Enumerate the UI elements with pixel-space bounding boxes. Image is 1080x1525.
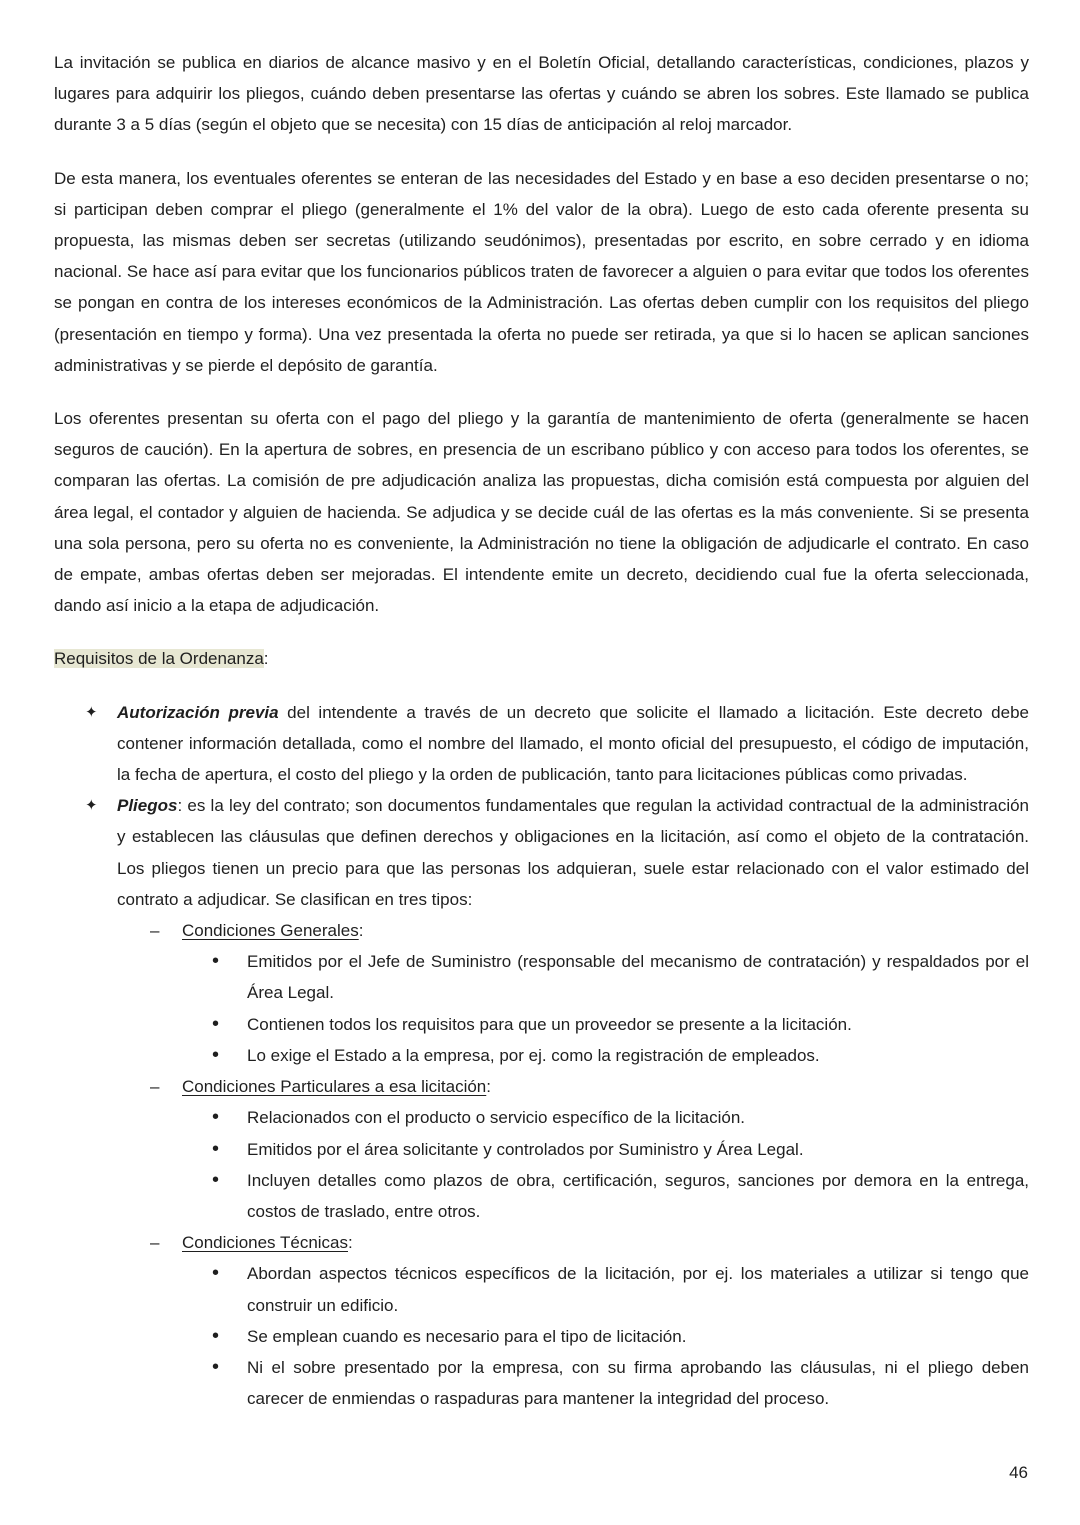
list-item	[54, 1009, 1029, 1040]
point-text: Se emplean cuando es necesario para el tipo de licitación.	[247, 1326, 687, 1346]
point-text: Relacionados con el producto o servicio específico de la licitación.	[247, 1108, 745, 1128]
list-item	[54, 1040, 1029, 1071]
point-text: Contienen todos los requisitos para que un proveedor se presente a la licitación.	[247, 1014, 852, 1034]
requirements-list	[54, 697, 1029, 1415]
dot-bullet-icon: •	[212, 1168, 220, 1191]
subsection-particulares	[54, 1071, 1029, 1102]
dot-bullet-icon: •	[212, 1324, 220, 1347]
subsection-generales	[54, 915, 1029, 946]
point-text: Ni el sobre presentado por la empresa, con su firma aprobando las cláusulas, ni el pliego deben carecer de enmiendas o raspaduras para mantener la integridad del proceso.	[247, 1357, 1029, 1409]
subsection-title-particulares: Condiciones Particulares a esa licitación	[182, 1077, 487, 1097]
list-item-pliegos	[54, 790, 1029, 915]
subsection-tecnicas	[54, 1227, 1029, 1258]
section-heading	[54, 643, 1029, 674]
dot-bullet-icon: •	[212, 1137, 220, 1160]
list-item	[54, 1352, 1029, 1414]
dash-bullet-icon: –	[150, 1233, 160, 1253]
point-text: Abordan aspectos técnicos específicos de la licitación, por ej. los materiales a utilizar si tengo que construir un edificio.	[247, 1264, 1029, 1315]
dot-bullet-icon: •	[212, 1262, 220, 1285]
list-item	[54, 1165, 1029, 1227]
point-text: Emitidos por el Jefe de Suministro (responsable del mecanismo de contratación) y respaldados por el Área Legal.	[247, 952, 1029, 1003]
section-heading-text: Requisitos de la Ordenanza	[54, 649, 264, 669]
dot-bullet-icon: •	[212, 1043, 220, 1066]
list-item	[54, 1134, 1029, 1165]
list-item	[54, 1258, 1029, 1320]
list-item	[54, 1102, 1029, 1133]
colon: :	[486, 1077, 491, 1097]
paragraph-invitation: La invitación se publica en diarios de alcance masivo y en el Boletín Oficial, detallando características, condiciones, plazos y lugares para adquirir los pliegos, cuándo deben presentarse las ofertas y cuándo se abren los sobres. Este llamado se publica durante 3 a 5 días (según el objeto que se necesita) con 15 días de anticipación al reloj marcador.	[54, 53, 1029, 135]
dot-bullet-icon: •	[212, 950, 220, 973]
document-page	[54, 47, 1029, 1414]
star-bullet-icon: ✦	[85, 797, 98, 815]
page-number: 46	[1009, 1463, 1028, 1482]
paragraph-apertura: Los oferentes presentan su oferta con el pago del pliego y la garantía de mantenimiento de oferta (generalmente se hacen seguros de caución). En la apertura de sobres, en presencia de un escribano público y con acceso para todos los oferentes, se comparan las ofertas. La comisión de pre adjudicación analiza las propuestas, dicha comisión está compuesta por alguien del área legal, el contador y alguien de hacienda. Se adjudica y se decide cuál de las ofertas es la más conveniente. Si se presenta una sola persona, pero su oferta no es conveniente, la Administración no tiene la obligación de adjudicarle el contrato. En caso de empate, ambas ofertas deben ser mejoradas. El intendente emite un decreto, decidiendo cual fue la oferta seleccionada, dando así inicio a la etapa de adjudicación.	[54, 409, 1029, 616]
point-text: Incluyen detalles como plazos de obra, certificación, seguros, sanciones por demora en la entrega, costos de traslado, entre otros.	[247, 1170, 1029, 1221]
paragraph-oferentes: De esta manera, los eventuales oferentes se enteran de las necesidades del Estado y en base a eso deciden presentarse o no; si participan deben comprar el pliego (generalmente el 1% del valor de la obra). Luego de esto cada oferente presenta su propuesta, las mismas deben ser secretas (utilizando seudónimos), presentadas por escrito, en sobre cerrado y en idioma nacional. Se hace así para evitar que los funcionarios públicos traten de favorecer a alguien o para evitar que todos los oferentes se pongan en contra de los intereses económicos de la Administración. Las ofertas deben cumplir con los requisitos del pliego (presentación en tiempo y forma). Una vez presentada la oferta no puede ser retirada, ya que si lo hacen se aplican sanciones administrativas y se pierde el depósito de garantía.	[54, 168, 1029, 375]
term-autorizacion: Autorización previa	[117, 702, 279, 722]
colon: :	[358, 921, 364, 941]
subsection-title-generales: Condiciones Generales	[182, 921, 359, 941]
list-item-autorizacion	[54, 697, 1029, 791]
list-item	[54, 1321, 1029, 1352]
star-bullet-icon: ✦	[85, 703, 98, 721]
dot-bullet-icon: •	[212, 1355, 220, 1378]
dash-bullet-icon: –	[150, 1077, 160, 1097]
point-text: Emitidos por el área solicitante y controlados por Suministro y Área Legal.	[247, 1139, 804, 1159]
term-pliegos: Pliegos	[117, 796, 178, 816]
dot-bullet-icon: •	[212, 1012, 220, 1035]
list-item	[54, 946, 1029, 1008]
dot-bullet-icon: •	[212, 1106, 220, 1129]
colon: :	[348, 1233, 353, 1253]
section-heading-colon: :	[263, 649, 269, 669]
subsection-title-tecnicas: Condiciones Técnicas	[182, 1233, 348, 1253]
text-autorizacion: del intendente a través de un decreto que solicite el llamado a licitación. Este decreto debe contener información detallada, como el nombre del llamado, el monto oficial del presupuesto, el código de imputación, la fecha de apertura, el costo del pliego y la orden de publicación, tanto para licitaciones públicas como privadas.	[117, 702, 1029, 785]
point-text: Lo exige el Estado a la empresa, por ej. como la registración de empleados.	[247, 1045, 820, 1065]
text-pliegos: : es la ley del contrato; son documentos fundamentales que regulan la actividad contractual de la administración y establecen las cláusulas que definen derechos y obligaciones en la licitación, así como el objeto de la contratación. Los pliegos tienen un precio para que las personas los adquieran, suele estar relacionado con el valor estimado del contrato a adjudicar. Se clasifican en tres tipos:	[117, 796, 1029, 909]
dash-bullet-icon: –	[150, 921, 160, 941]
